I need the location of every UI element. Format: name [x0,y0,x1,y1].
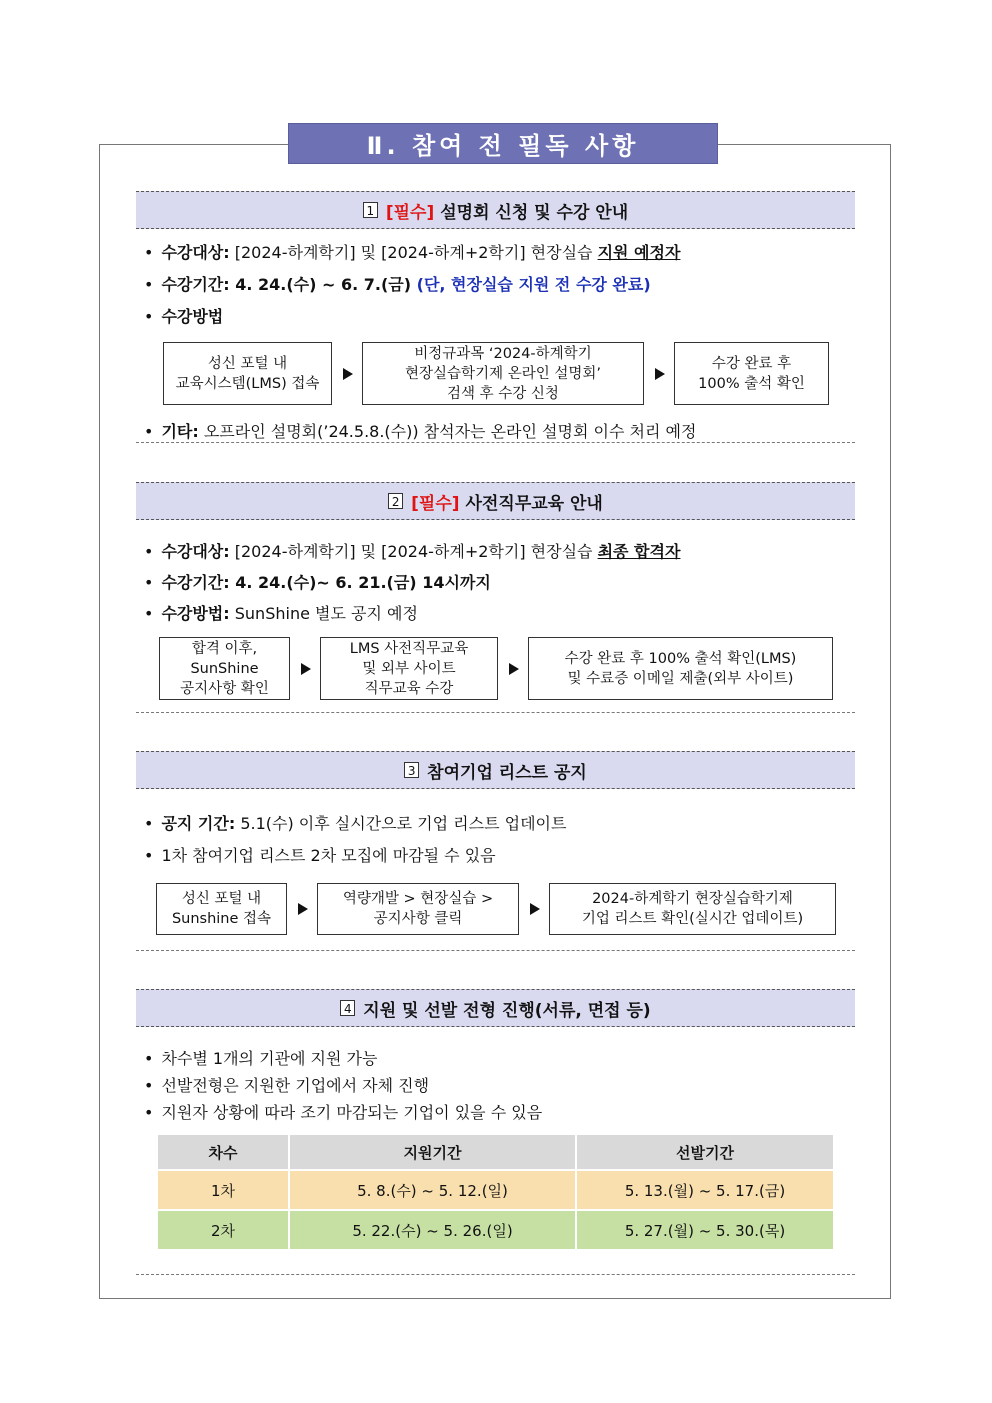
section-2-step-1: 합격 이후, SunShine 공지사항 확인 [159,637,290,700]
section-2-line-method: • 수강방법: SunShine 별도 공지 예정 [144,604,418,623]
section-1-step-2: 비정규과목 ‘2024-하계학기 현장실습학기제 온라인 설명회’ 검색 후 수강 신청 [362,342,644,405]
section-3-line-period: • 공지 기간: 5.1(수) 이후 실시간으로 기업 리스트 업데이트 [144,814,567,833]
schedule-table [156,1133,835,1251]
section-4-line-2: • 선발전형은 지원한 기업에서 자체 진행 [144,1076,430,1095]
section-1-step-1: 성신 포털 내 교육시스템(LMS) 접속 [163,342,332,405]
section-3-header [136,751,855,789]
column-header-selection-period: 선발기간 [576,1134,834,1170]
table-cell: 1차 [157,1170,289,1210]
flow-arrow-icon [655,368,665,380]
section-4-title: 지원 및 선발 전형 진행(서류, 면접 등) [363,1000,651,1021]
section-3-title: 참여기업 리스트 공지 [427,762,587,783]
section-1-line-target: • 수강대상: [2024-하계학기] 및 [2024-하계+2학기] 현장실습 지원 예정자 [144,243,681,262]
section-1-line-period: • 수강기간: 4. 24.(수) ~ 6. 7.(금) (단, 현장실습 지원 전 수강 완료) [144,275,651,294]
section-4-line-3: • 지원자 상황에 따라 조기 마감되는 기업이 있을 수 있음 [144,1103,543,1122]
table-row [157,1210,834,1250]
flow-arrow-icon [343,368,353,380]
table-cell: 2차 [157,1210,289,1250]
schedule-header-row [157,1134,834,1170]
section-2-divider [136,712,855,713]
section-2-line-period: • 수강기간: 4. 24.(수)~ 6. 21.(금) 14시까지 [144,573,491,592]
flow-arrow-icon [301,663,311,675]
section-3-step-3: 2024-하계학기 현장실습학기제 기업 리스트 확인(실시간 업데이트) [549,883,836,935]
section-3-number: 3 [404,762,419,778]
section-4-header [136,989,855,1027]
section-1-step-3: 수강 완료 후 100% 출석 확인 [674,342,829,405]
flow-arrow-icon [509,663,519,675]
section-2-title: 사전직무교육 안내 [465,493,603,514]
flow-arrow-icon [530,903,540,915]
section-2-step-3: 수강 완료 후 100% 출석 확인(LMS) 및 수료증 이메일 제출(외부 사이트) [528,637,833,700]
section-2-number: 2 [388,493,403,509]
section-3-line-note: • 1차 참여기업 리스트 2차 모집에 마감될 수 있음 [144,846,496,865]
section-2-step-2: LMS 사전직무교육 및 외부 사이트 직무교육 수강 [320,637,498,700]
section-2-required-tag: [필수] [411,493,460,514]
section-1-line-extra: • 기타: 오프라인 설명회(’24.5.8.(수)) 참석자는 온라인 설명회 이수 처리 예정 [144,422,697,441]
table-cell: 5. 13.(월) ~ 5. 17.(금) [576,1170,834,1210]
column-header-apply-period: 지원기간 [289,1134,576,1170]
section-4-number: 4 [340,1000,355,1016]
section-3-divider [136,950,855,951]
section-4-line-1: • 차수별 1개의 기관에 지원 가능 [144,1049,378,1068]
flow-arrow-icon [298,903,308,915]
section-1-line-method: • 수강방법 [144,307,224,326]
section-2-header [136,482,855,520]
section-1-title: 설명회 신청 및 수강 안내 [440,202,629,223]
table-cell: 5. 8.(수) ~ 5. 12.(일) [289,1170,576,1210]
page-title: Ⅱ. 참여 전 필독 사항 [288,123,718,164]
section-1-required-tag: [필수] [385,202,435,223]
section-3-step-2: 역량개발 > 현장실습 > 공지사항 클릭 [317,883,519,935]
section-1-number: 1 [363,202,378,218]
section-4-divider [136,1274,855,1275]
column-header-round: 차수 [157,1134,289,1170]
section-1-header [136,191,855,229]
section-2-line-target: • 수강대상: [2024-하계학기] 및 [2024-하계+2학기] 현장실습 최종 합격자 [144,542,681,561]
section-1-divider [136,442,855,443]
section-3-step-1: 성신 포털 내 Sunshine 접속 [156,883,287,935]
table-row [157,1170,834,1210]
table-cell: 5. 27.(월) ~ 5. 30.(목) [576,1210,834,1250]
table-cell: 5. 22.(수) ~ 5. 26.(일) [289,1210,576,1250]
